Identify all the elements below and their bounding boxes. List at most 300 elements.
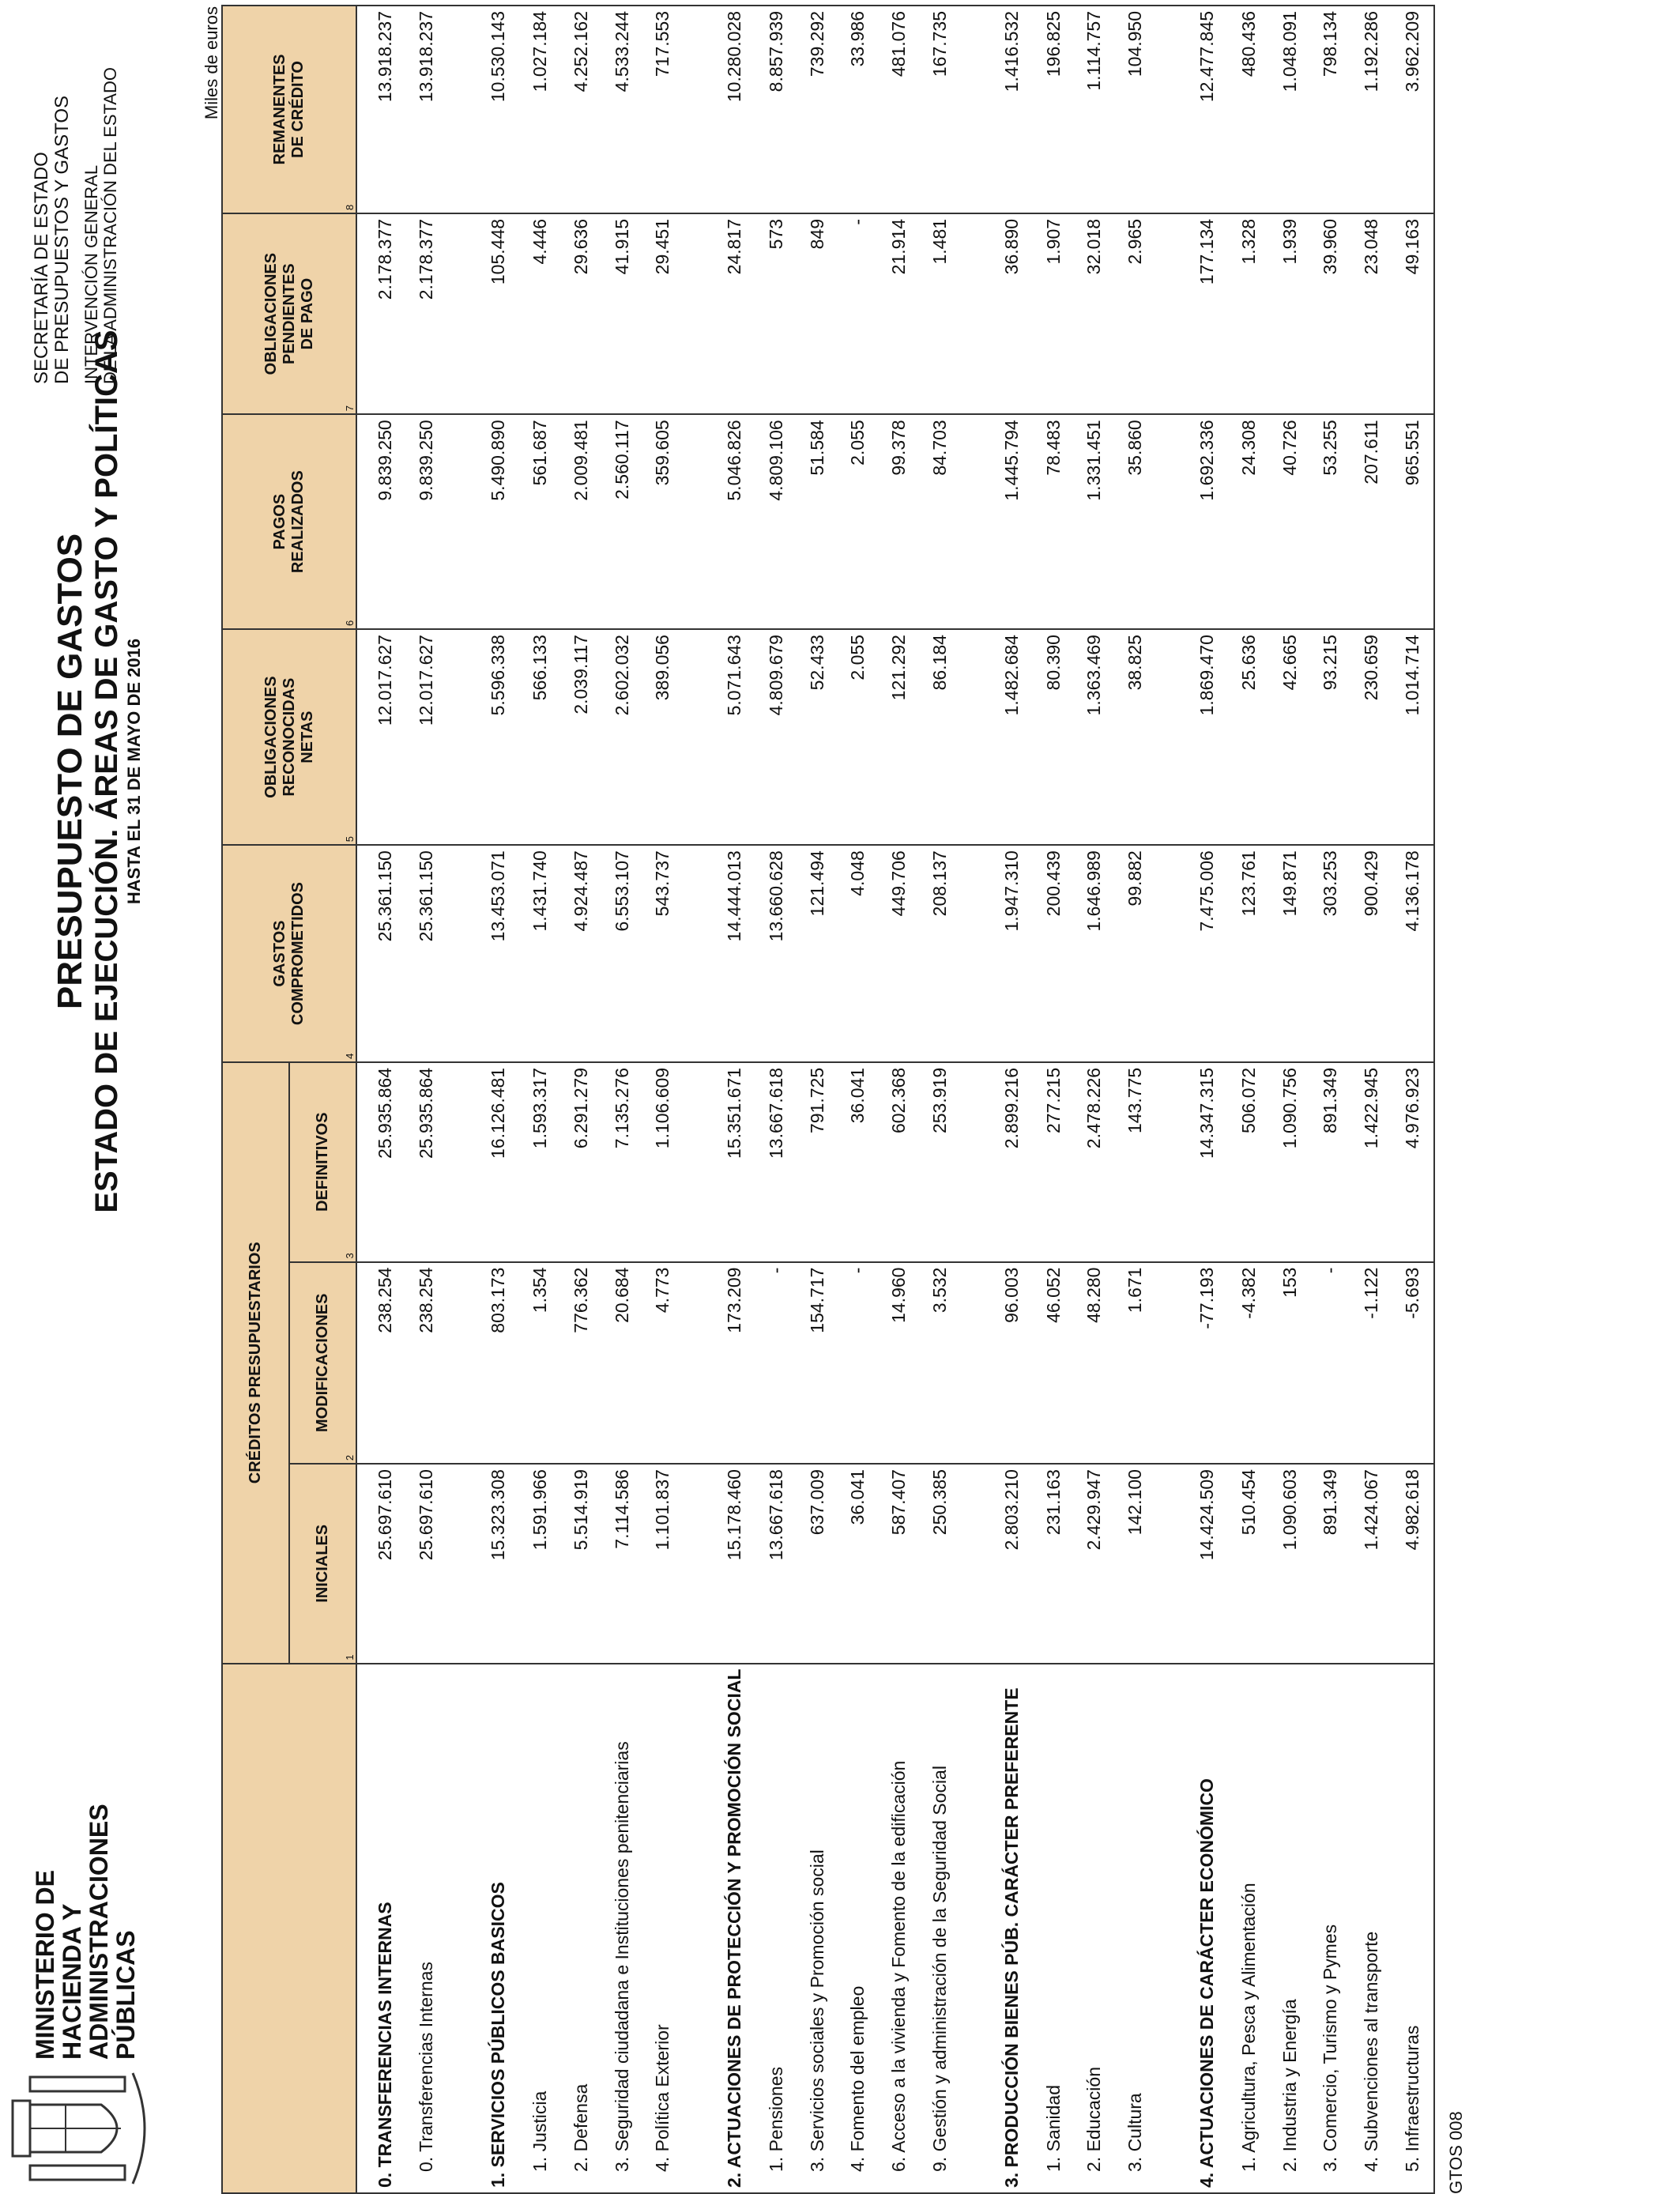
value-cell: 25.361.150 bbox=[406, 845, 447, 1062]
column-number: 2 bbox=[344, 1454, 356, 1461]
value-cell: 78.483 bbox=[1033, 414, 1074, 629]
value-cell: 891.349 bbox=[1310, 1062, 1351, 1262]
table-row bbox=[406, 6, 447, 2193]
value-cell: 1.331.451 bbox=[1074, 414, 1115, 629]
value-cell: 4.924.487 bbox=[560, 845, 601, 1062]
table-row bbox=[1351, 6, 1392, 2193]
value-cell: 231.163 bbox=[1033, 1464, 1074, 1664]
table-row bbox=[1115, 6, 1156, 2193]
modificaciones-header bbox=[289, 1262, 356, 1465]
value-cell: 105.448 bbox=[471, 213, 520, 414]
table-row bbox=[920, 6, 961, 2193]
value-cell: 566.133 bbox=[519, 629, 560, 845]
value-cell: 1.445.794 bbox=[984, 414, 1033, 629]
value-cell: 24.817 bbox=[707, 213, 756, 414]
value-cell: 1.422.945 bbox=[1351, 1062, 1392, 1262]
value-cell: 739.292 bbox=[797, 6, 838, 213]
oblig-header-line: NETAS bbox=[298, 711, 316, 763]
row-label: 0. TRANSFERENCIAS INTERNAS bbox=[356, 1664, 406, 2193]
secretaria-block bbox=[32, 5, 130, 384]
value-cell: 24.308 bbox=[1228, 414, 1269, 629]
value-cell: 506.072 bbox=[1228, 1062, 1269, 1262]
table-row bbox=[560, 6, 601, 2193]
value-cell: 253.919 bbox=[920, 1062, 961, 1262]
value-cell: 123.761 bbox=[1228, 845, 1269, 1062]
row-label: 3. Comercio, Turismo y Pymes bbox=[1310, 1664, 1351, 2193]
value-cell: 303.253 bbox=[1310, 845, 1351, 1062]
value-cell: 52.433 bbox=[797, 629, 838, 845]
oblig-header-line: OBLIGACIONES bbox=[262, 676, 280, 798]
value-cell: 4.982.618 bbox=[1392, 1464, 1434, 1664]
spacer-cell bbox=[1156, 6, 1180, 213]
row-label: 3. Cultura bbox=[1115, 1664, 1156, 2193]
table-row bbox=[879, 6, 920, 2193]
spacer-cell bbox=[1156, 213, 1180, 414]
column-number: 7 bbox=[344, 405, 356, 412]
column-number: 5 bbox=[344, 835, 356, 843]
title-line-3: HASTA EL 31 DE MAYO DE 2016 bbox=[124, 638, 144, 905]
value-cell: 12.017.627 bbox=[356, 629, 406, 845]
table-row bbox=[642, 6, 684, 2193]
value-cell: 9.839.250 bbox=[406, 414, 447, 629]
spacer-cell bbox=[447, 1262, 471, 1465]
value-cell: 9.839.250 bbox=[356, 414, 406, 629]
row-label: 4. Fomento del empleo bbox=[838, 1664, 879, 2193]
value-cell: 40.726 bbox=[1269, 414, 1310, 629]
value-cell: 2.039.117 bbox=[560, 629, 601, 845]
value-cell: 637.009 bbox=[797, 1464, 838, 1664]
value-cell: 143.775 bbox=[1115, 1062, 1156, 1262]
value-cell: 2.602.032 bbox=[601, 629, 642, 845]
gastos-header bbox=[222, 845, 356, 1062]
value-cell: 1.192.286 bbox=[1351, 6, 1392, 213]
value-cell: 10.280.028 bbox=[707, 6, 756, 213]
value-cell: 25.361.150 bbox=[356, 845, 406, 1062]
value-cell: 36.890 bbox=[984, 213, 1033, 414]
value-cell: 99.378 bbox=[879, 414, 920, 629]
value-cell: 1.101.837 bbox=[642, 1464, 684, 1664]
ministry-line: MINISTERIO DE bbox=[31, 1869, 59, 2060]
value-cell: 1.363.469 bbox=[1074, 629, 1115, 845]
value-cell: 2.478.226 bbox=[1074, 1062, 1115, 1262]
pend-header-line: PENDIENTES bbox=[280, 263, 298, 365]
concept-header bbox=[222, 1664, 356, 2193]
spacer-cell bbox=[1156, 1664, 1180, 2193]
value-cell: 207.611 bbox=[1351, 414, 1392, 629]
coat-of-arms-icon bbox=[6, 2069, 164, 2188]
table-row bbox=[519, 6, 560, 2193]
intervencion-line: INTERVENCIÓN GENERAL bbox=[81, 164, 101, 384]
spacer-cell bbox=[447, 213, 471, 414]
value-cell: 41.915 bbox=[601, 213, 642, 414]
spacer-cell bbox=[447, 629, 471, 845]
row-label: 4. Política Exterior bbox=[642, 1664, 684, 2193]
column-number: 6 bbox=[344, 620, 356, 627]
value-cell: 39.960 bbox=[1310, 213, 1351, 414]
spacer-cell bbox=[447, 1664, 471, 2193]
value-cell: 803.173 bbox=[471, 1262, 520, 1465]
value-cell: 389.056 bbox=[642, 629, 684, 845]
value-cell: 561.687 bbox=[519, 414, 560, 629]
remanentes-header bbox=[222, 6, 356, 213]
spacer-cell bbox=[684, 1464, 707, 1664]
row-label: 2. Defensa bbox=[560, 1664, 601, 2193]
value-cell: 2.178.377 bbox=[406, 213, 447, 414]
value-cell: 480.436 bbox=[1228, 6, 1269, 213]
table-row bbox=[1269, 6, 1310, 2193]
value-cell: 717.553 bbox=[642, 6, 684, 213]
creditos-header: CRÉDITOS PRESUPUESTARIOS bbox=[222, 1062, 289, 1664]
pendientes-header bbox=[222, 213, 356, 414]
value-cell: 121.494 bbox=[797, 845, 838, 1062]
value-cell: 167.735 bbox=[920, 6, 961, 213]
value-cell: 21.914 bbox=[879, 213, 920, 414]
value-cell: 510.454 bbox=[1228, 1464, 1269, 1664]
spacer-cell bbox=[447, 1464, 471, 1664]
table-body bbox=[356, 6, 1434, 2193]
value-cell: 93.215 bbox=[1310, 629, 1351, 845]
rem-header-line: REMANENTES bbox=[271, 54, 288, 165]
value-cell: 1.090.756 bbox=[1269, 1062, 1310, 1262]
oblig-header-line: RECONOCIDAS bbox=[280, 677, 298, 797]
spacer-row bbox=[684, 6, 707, 2193]
value-cell: 25.697.610 bbox=[406, 1464, 447, 1664]
value-cell: 29.451 bbox=[642, 213, 684, 414]
pend-header-line: DE PAGO bbox=[298, 277, 316, 350]
value-cell: 15.323.308 bbox=[471, 1464, 520, 1664]
value-cell: 29.636 bbox=[560, 213, 601, 414]
group-row bbox=[1179, 6, 1228, 2193]
value-cell: 587.407 bbox=[879, 1464, 920, 1664]
value-cell: 1.481 bbox=[920, 213, 961, 414]
iniciales-header bbox=[289, 1464, 356, 1664]
column-number: 3 bbox=[344, 1253, 356, 1259]
value-cell: 99.882 bbox=[1115, 845, 1156, 1062]
value-cell: 2.055 bbox=[838, 414, 879, 629]
spacer-cell bbox=[684, 213, 707, 414]
value-cell: 359.605 bbox=[642, 414, 684, 629]
spacer-cell bbox=[961, 6, 985, 213]
spacer-row bbox=[447, 6, 471, 2193]
spacer-cell bbox=[961, 213, 985, 414]
row-label: 6. Acceso a la vivienda y Fomento de la edificación bbox=[879, 1664, 920, 2193]
value-cell: 277.215 bbox=[1033, 1062, 1074, 1262]
value-cell: 230.659 bbox=[1351, 629, 1392, 845]
row-label: 9. Gestión y administración de la Seguridad Social bbox=[920, 1664, 961, 2193]
value-cell: 798.134 bbox=[1310, 6, 1351, 213]
value-cell: 250.385 bbox=[920, 1464, 961, 1664]
column-number: 4 bbox=[344, 1053, 356, 1059]
value-cell: 7.475.006 bbox=[1179, 845, 1228, 1062]
value-cell: 2.803.210 bbox=[984, 1464, 1033, 1664]
value-cell: 86.184 bbox=[920, 629, 961, 845]
spacer-cell bbox=[961, 845, 985, 1062]
value-cell: 2.965 bbox=[1115, 213, 1156, 414]
value-cell: 238.254 bbox=[406, 1262, 447, 1465]
value-cell: 238.254 bbox=[356, 1262, 406, 1465]
value-cell: 51.584 bbox=[797, 414, 838, 629]
value-cell: 791.725 bbox=[797, 1062, 838, 1262]
definitivos-label: DEFINITIVOS bbox=[314, 1112, 331, 1212]
rem-header-line: DE CRÉDITO bbox=[289, 61, 307, 158]
value-cell: 33.986 bbox=[838, 6, 879, 213]
value-cell: 602.368 bbox=[879, 1062, 920, 1262]
group-row bbox=[984, 6, 1033, 2193]
value-cell: 1.593.317 bbox=[519, 1062, 560, 1262]
value-cell: -4.382 bbox=[1228, 1262, 1269, 1465]
value-cell: 4.533.244 bbox=[601, 6, 642, 213]
row-label: 4. ACTUACIONES DE CARÁCTER ECONÓMICO bbox=[1179, 1664, 1228, 2193]
value-cell: 1.431.740 bbox=[519, 845, 560, 1062]
spacer-cell bbox=[961, 629, 985, 845]
value-cell: 1.106.609 bbox=[642, 1062, 684, 1262]
table-row bbox=[1033, 6, 1074, 2193]
value-cell: 2.055 bbox=[838, 629, 879, 845]
value-cell: 2.560.117 bbox=[601, 414, 642, 629]
row-label: 1. Sanidad bbox=[1033, 1664, 1074, 2193]
table-row bbox=[1310, 6, 1351, 2193]
row-label: 3. Seguridad ciudadana e Instituciones penitenciarias bbox=[601, 1664, 642, 2193]
value-cell: - bbox=[755, 1262, 797, 1465]
spacer-cell bbox=[961, 414, 985, 629]
value-cell: 20.684 bbox=[601, 1262, 642, 1465]
value-cell: 173.209 bbox=[707, 1262, 756, 1465]
row-label: 2. Educación bbox=[1074, 1664, 1115, 2193]
spacer-cell bbox=[684, 629, 707, 845]
value-cell: 13.660.628 bbox=[755, 845, 797, 1062]
value-cell: 4.048 bbox=[838, 845, 879, 1062]
spacer-cell bbox=[447, 414, 471, 629]
value-cell: 7.135.276 bbox=[601, 1062, 642, 1262]
table-row bbox=[1392, 6, 1434, 2193]
value-cell: 3.532 bbox=[920, 1262, 961, 1465]
value-cell: 1.646.989 bbox=[1074, 845, 1115, 1062]
value-cell: 776.362 bbox=[560, 1262, 601, 1465]
secretaria-line: DE PRESUPUESTOS Y GASTOS bbox=[51, 95, 73, 384]
spacer-cell bbox=[961, 1464, 985, 1664]
value-cell: 14.444.013 bbox=[707, 845, 756, 1062]
table-row bbox=[755, 6, 797, 2193]
spacer-cell bbox=[684, 1062, 707, 1262]
value-cell: 1.014.714 bbox=[1392, 629, 1434, 845]
value-cell: - bbox=[838, 213, 879, 414]
ministry-line: ADMINISTRACIONES bbox=[85, 1804, 113, 2060]
value-cell: 449.706 bbox=[879, 845, 920, 1062]
value-cell: 25.697.610 bbox=[356, 1464, 406, 1664]
intervencion-line: DE LA ADMINISTRACIÓN DEL ESTADO bbox=[100, 67, 120, 384]
value-cell: 1.591.966 bbox=[519, 1464, 560, 1664]
value-cell: 80.390 bbox=[1033, 629, 1074, 845]
obligaciones-header bbox=[222, 629, 356, 845]
unit-label: Miles de euros bbox=[202, 6, 221, 120]
value-cell: 1.939 bbox=[1269, 213, 1310, 414]
gastos-header-line: GASTOS bbox=[271, 920, 288, 987]
row-label: 5. Infraestructuras bbox=[1392, 1664, 1434, 2193]
group-row bbox=[707, 6, 756, 2193]
value-cell: 7.114.586 bbox=[601, 1464, 642, 1664]
row-label: 1. Pensiones bbox=[755, 1664, 797, 2193]
pagos-header-line: PAGOS bbox=[271, 493, 288, 550]
value-cell: 4.446 bbox=[519, 213, 560, 414]
spacer-row bbox=[961, 6, 985, 2193]
spacer-row bbox=[1156, 6, 1180, 2193]
value-cell: 104.950 bbox=[1115, 6, 1156, 213]
pend-header-line: OBLIGACIONES bbox=[262, 252, 280, 375]
value-cell: 5.046.826 bbox=[707, 414, 756, 629]
value-cell: 1.048.091 bbox=[1269, 6, 1310, 213]
value-cell: 121.292 bbox=[879, 629, 920, 845]
value-cell: 84.703 bbox=[920, 414, 961, 629]
iniciales-label: INICIALES bbox=[314, 1524, 331, 1603]
value-cell: 1.416.532 bbox=[984, 6, 1033, 213]
value-cell: 1.947.310 bbox=[984, 845, 1033, 1062]
value-cell: 14.424.509 bbox=[1179, 1464, 1228, 1664]
gastos-header-line: COMPROMETIDOS bbox=[289, 881, 307, 1026]
value-cell: 1.907 bbox=[1033, 213, 1074, 414]
value-cell: 96.003 bbox=[984, 1262, 1033, 1465]
value-cell: 965.551 bbox=[1392, 414, 1434, 629]
value-cell: 5.071.643 bbox=[707, 629, 756, 845]
budget-table-wrapper bbox=[221, 5, 1435, 2194]
value-cell: 154.717 bbox=[797, 1262, 838, 1465]
value-cell: 891.349 bbox=[1310, 1464, 1351, 1664]
spacer-cell bbox=[1156, 845, 1180, 1062]
value-cell: 4.809.106 bbox=[755, 414, 797, 629]
value-cell: 4.773 bbox=[642, 1262, 684, 1465]
value-cell: 35.860 bbox=[1115, 414, 1156, 629]
value-cell: 53.255 bbox=[1310, 414, 1351, 629]
group-row bbox=[356, 6, 406, 2193]
value-cell: 5.596.338 bbox=[471, 629, 520, 845]
pagos-header bbox=[222, 414, 356, 629]
row-label: 3. Servicios sociales y Promoción social bbox=[797, 1664, 838, 2193]
value-cell: 1.090.603 bbox=[1269, 1464, 1310, 1664]
value-cell: 6.553.107 bbox=[601, 845, 642, 1062]
value-cell: 46.052 bbox=[1033, 1262, 1074, 1465]
value-cell: 32.018 bbox=[1074, 213, 1115, 414]
table-row bbox=[797, 6, 838, 2193]
spacer-cell bbox=[1156, 1464, 1180, 1664]
spacer-cell bbox=[961, 1664, 985, 2193]
row-label: 0. Transferencias Internas bbox=[406, 1664, 447, 2193]
value-cell: 1.027.184 bbox=[519, 6, 560, 213]
spacer-cell bbox=[684, 414, 707, 629]
title-line-2: ESTADO DE EJECUCIÓN. ÁREAS DE GASTO Y POLÍTICAS bbox=[89, 330, 124, 1213]
value-cell: - bbox=[1310, 1262, 1351, 1465]
value-cell: 4.809.679 bbox=[755, 629, 797, 845]
value-cell: 177.134 bbox=[1179, 213, 1228, 414]
report-title bbox=[51, 258, 145, 1285]
value-cell: 36.041 bbox=[838, 1062, 879, 1262]
value-cell: 25.935.864 bbox=[356, 1062, 406, 1262]
spacer-cell bbox=[684, 845, 707, 1062]
value-cell: -1.122 bbox=[1351, 1262, 1392, 1465]
spacer-cell bbox=[1156, 1062, 1180, 1262]
value-cell: 900.429 bbox=[1351, 845, 1392, 1062]
secretaria-line: SECRETARÍA DE ESTADO bbox=[31, 152, 52, 384]
value-cell: 48.280 bbox=[1074, 1262, 1115, 1465]
spacer-cell bbox=[447, 845, 471, 1062]
definitivos-header bbox=[289, 1062, 356, 1262]
spacer-cell bbox=[1156, 1262, 1180, 1465]
ministry-line: HACIENDA Y bbox=[58, 1903, 86, 2060]
spacer-cell bbox=[1156, 629, 1180, 845]
spacer-cell bbox=[684, 1262, 707, 1465]
row-label: 1. SERVICIOS PÚBLICOS BASICOS bbox=[471, 1664, 520, 2193]
value-cell: 1.114.757 bbox=[1074, 6, 1115, 213]
value-cell: 4.252.162 bbox=[560, 6, 601, 213]
spacer-cell bbox=[961, 1062, 985, 1262]
value-cell: 200.439 bbox=[1033, 845, 1074, 1062]
value-cell: 8.857.939 bbox=[755, 6, 797, 213]
ministry-line: PÚBLICAS bbox=[111, 1930, 140, 2060]
value-cell: 481.076 bbox=[879, 6, 920, 213]
value-cell: 4.136.178 bbox=[1392, 845, 1434, 1062]
modificaciones-label: MODIFICACIONES bbox=[314, 1293, 331, 1433]
value-cell: 4.976.923 bbox=[1392, 1062, 1434, 1262]
value-cell: 5.490.890 bbox=[471, 414, 520, 629]
value-cell: 2.009.481 bbox=[560, 414, 601, 629]
pagos-header-line: REALIZADOS bbox=[289, 470, 307, 574]
value-cell: 14.960 bbox=[879, 1262, 920, 1465]
value-cell: 15.351.671 bbox=[707, 1062, 756, 1262]
value-cell: 149.871 bbox=[1269, 845, 1310, 1062]
budget-table bbox=[221, 5, 1435, 2194]
value-cell: 573 bbox=[755, 213, 797, 414]
title-line-1: PRESUPUESTO DE GASTOS bbox=[51, 533, 89, 1010]
value-cell: 23.048 bbox=[1351, 213, 1392, 414]
value-cell: 42.665 bbox=[1269, 629, 1310, 845]
value-cell: 196.825 bbox=[1033, 6, 1074, 213]
column-number: 8 bbox=[344, 204, 356, 210]
value-cell: 15.178.460 bbox=[707, 1464, 756, 1664]
value-cell: 153 bbox=[1269, 1262, 1310, 1465]
value-cell: 1.482.684 bbox=[984, 629, 1033, 845]
value-cell: 1.869.470 bbox=[1179, 629, 1228, 845]
row-label: 4. Subvenciones al transporte bbox=[1351, 1664, 1392, 2193]
value-cell: 3.962.209 bbox=[1392, 6, 1434, 213]
value-cell: 13.918.237 bbox=[406, 6, 447, 213]
row-label: 2. Industria y Energía bbox=[1269, 1664, 1310, 2193]
table-row bbox=[1228, 6, 1269, 2193]
spacer-cell bbox=[1156, 414, 1180, 629]
spacer-cell bbox=[447, 1062, 471, 1262]
value-cell: 13.667.618 bbox=[755, 1062, 797, 1262]
value-cell: 1.424.067 bbox=[1351, 1464, 1392, 1664]
value-cell: 1.354 bbox=[519, 1262, 560, 1465]
value-cell: 38.825 bbox=[1115, 629, 1156, 845]
value-cell: 1.671 bbox=[1115, 1262, 1156, 1465]
value-cell: -5.693 bbox=[1392, 1262, 1434, 1465]
table-row bbox=[1074, 6, 1115, 2193]
spacer-cell bbox=[961, 1262, 985, 1465]
value-cell: 14.347.315 bbox=[1179, 1062, 1228, 1262]
group-row bbox=[471, 6, 520, 2193]
value-cell: 13.918.237 bbox=[356, 6, 406, 213]
ministry-name bbox=[32, 1704, 139, 2060]
value-cell: 2.178.377 bbox=[356, 213, 406, 414]
value-cell: 142.100 bbox=[1115, 1464, 1156, 1664]
value-cell: 2.899.216 bbox=[984, 1062, 1033, 1262]
value-cell: 49.163 bbox=[1392, 213, 1434, 414]
spacer-cell bbox=[684, 6, 707, 213]
value-cell: 10.530.143 bbox=[471, 6, 520, 213]
value-cell: 1.328 bbox=[1228, 213, 1269, 414]
row-label: 3. PRODUCCIÓN BIENES PÚB. CARÁCTER PREFERENTE bbox=[984, 1664, 1033, 2193]
value-cell: -77.193 bbox=[1179, 1262, 1228, 1465]
row-label: 1. Agricultura, Pesca y Alimentación bbox=[1228, 1664, 1269, 2193]
value-cell: 5.514.919 bbox=[560, 1464, 601, 1664]
